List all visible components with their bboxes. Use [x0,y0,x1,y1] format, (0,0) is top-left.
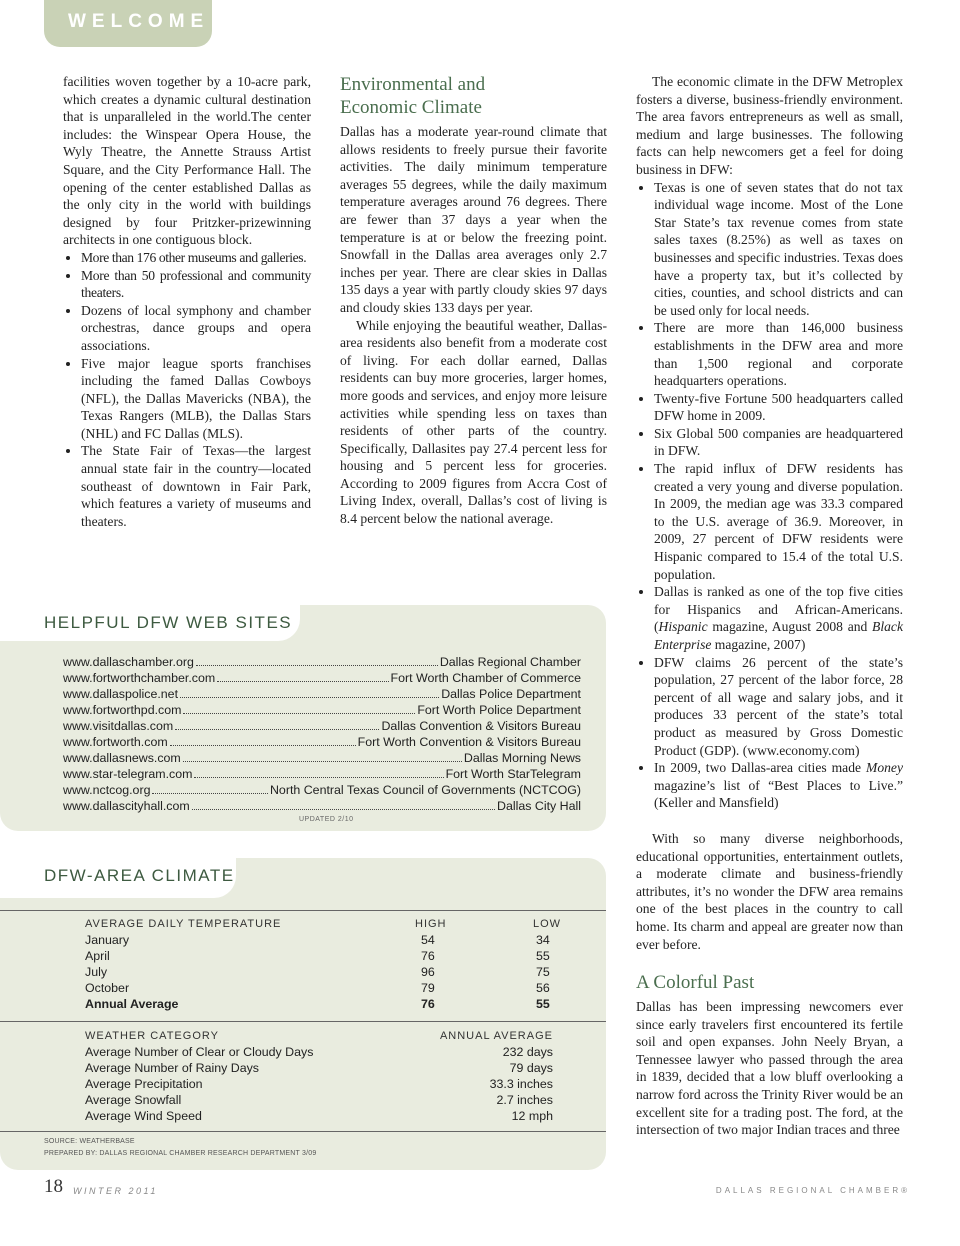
table-row: Average Wind Speed 12 mph [85,1109,553,1123]
col3-paragraph-2: With so many diverse neighborhoods, educational opportunities, entertainment outlets, a moderate climate and business-friendly attributes, it’s no wonder the DFW area remains one of the best places in the country to call home. Its charm and appeal are greater now than ever before. [636,830,903,952]
list-item[interactable]: www.visitdallas.com Dallas Convention & Visitors Bureau [63,719,581,733]
col3-paragraph-3: Dallas has been impressing newcomers ever since early travelers first encountered its fertile soil and open expanses. John Neely Bryan, a Tennessee lawyer who passed through the area in 1839, decided that a low bluff overlooking a narrow ford across the Trinity River would be an excellent site for a trading post. The ford, at the intersection of two major Indian traces and three [636,999,903,1138]
column-1 [63,73,311,530]
col2-paragraph-2: While enjoying the beautiful weather, Dallas-area residents also benefit from a moderate cost of living. For each dollar earned, Dallas residents can buy more groceries, larger homes, more goods and services, and enjoy more leisure activities while spending less on taxes than residents of other parts of the country. Specifically, Dallasites pay 27.4 percent less for housing and 5 percent less for groceries. According to 2009 figures from Accra Cost of Living Index, overall, Dallas’s cost of living is 8.4 percent below the national average. [340,317,607,527]
section-heading: Environmental and Economic Climate [340,74,486,118]
list-item: • Dozens of local symphony and chamber orchestras, dance groups and opera associations. [81,302,311,355]
list-item[interactable]: www.fortworthpd.com Fort Worth Police Department [63,703,581,717]
list-item[interactable]: www.dallaspolice.net Dallas Police Department [63,687,581,701]
temperature-table [85,916,565,1012]
table-row: October 79 56 [85,981,550,995]
climate-title: DFW-AREA CLIMATE [44,866,235,885]
section-tab-label: WELCOME [68,11,210,32]
list-item: • Five major league sports franchises including the famed Dallas Cowboys (NFL), the Dallas Mavericks (NBA), the Texas Rangers (MLB), the Dallas Stars (NHL) and FC Dallas (MLS). [81,355,311,443]
table-row: Average Number of Clear or Cloudy Days 232 days [85,1045,553,1059]
table-row: January 54 34 [85,933,550,947]
web-sites-title: HELPFUL DFW WEB SITES [44,613,293,632]
list-item[interactable]: www.dallaschamber.org Dallas Regional Chamber [63,655,581,669]
list-item[interactable]: www.dallascityhall.com Dallas City Hall [63,799,581,813]
table-row: April 76 55 [85,949,550,963]
publication-name: DALLAS REGIONAL CHAMBER® [715,1186,910,1195]
list-item: • More than 176 other museums and galleries. [81,249,311,267]
list-item[interactable]: www.dallasnews.com Dallas Morning News [63,751,581,765]
prepared-note: PREPARED BY: DALLAS REGIONAL CHAMBER RESEARCH DEPARTMENT 3/09 [44,1150,317,1157]
column-2 [340,73,607,528]
list-item: • Dallas is ranked as one of the top five cities for Hispanics and African-Americans. (Hispanic magazine, August 2008 and Black Enterprise magazine, 2007) [654,583,903,653]
list-item: • Texas is one of seven states that do not tax individual wage income. Most of the Lone Star State’s tax revenue comes from state sales taxes (8.25%) as well as taxes on businesses and specific industries. Texas does have a property tax, but it’s collected by cities, counties, and school districts and can be used only for local needs. [654,179,903,320]
list-item: • In 2009, two Dallas-area cities made Money magazine’s list of “Best Places to Live.” (Keller and Mansfield) [654,759,903,812]
table-row: Average Snowfall 2.7 inches [85,1093,553,1107]
col1-bullets [63,249,311,531]
issue-label: WINTER 2011 [73,1186,158,1196]
table-header: WEATHER CATEGORY ANNUAL AVERAGE [85,1030,553,1042]
table-row-annual: Annual Average 76 55 [85,997,550,1011]
source-note: SOURCE: WEATHERBASE [44,1138,135,1145]
section-tab [44,0,212,47]
col2-paragraph-1: Dallas has a moderate year-round climate that allows residents to freely pursue their favorite activities. The daily minimum temperature averages 55 degrees, while the daily maximum temperature averages around 76 degrees. There are fewer than 37 days a year when the temperature is at or below the freezing point. Snowfall in the Dallas area averages only 2.7 inches per year. There are clear skies in Dallas 135 days a year with partly cloudy skies 97 days and cloudy skies 133 days per year. [340,124,607,315]
divider [0,1131,606,1132]
page-number: 18 [44,1176,63,1197]
table-header: AVERAGE DAILY TEMPERATURE HIGH LOW [85,918,562,930]
section-heading: A Colorful Past [636,972,755,994]
web-sites-list [63,654,581,814]
table-row: Average Precipitation 33.3 inches [85,1077,553,1091]
weather-table [85,1028,553,1124]
list-item[interactable]: www.fortworth.com Fort Worth Convention & Visitors Bureau [63,735,581,749]
list-item: • The State Fair of Texas—the largest annual state fair in the country—located southeast of downtown in Fair Park, which features a variety of museums and theaters. [81,442,311,530]
list-item: • Six Global 500 companies are headquartered in DFW. [654,425,903,460]
col1-intro: facilities woven together by a 10-acre park, which creates a dynamic cultural destination that is unparalleled in the world.The center includes: the Winspear Opera House, the Wyly Theatre, the Annette Strauss Artist Square, and the City Performance Hall. The opening of the center established Dallas as the only city in the world with buildings designed by four Pritzker-prizewinning architects in one contiguous block. [63,74,311,248]
divider [0,1021,606,1022]
updated-note: UPDATED 2/10 [299,816,354,823]
col3-bullets [636,179,903,812]
list-item[interactable]: www.star-telegram.com Fort Worth StarTelegram [63,767,581,781]
list-item: • The rapid influx of DFW residents has created a very young and diverse population. In 2009, the median age was 33.3 compared to the U.S. average of 36.9. Moreover, in 2009, 27 percent of DFW residents were Hispanic compared to 15.4 of the total U.S. population. [654,460,903,583]
table-row: July 96 75 [85,965,550,979]
table-row: Average Number of Rainy Days 79 days [85,1061,553,1075]
col3-paragraph-1: The economic climate in the DFW Metroplex fosters a diverse, business-friendly environment. The area favors entrepreneurs as well as small, medium and large businesses. The following facts can help newcomers get a feel for doing business in DFW: [636,74,903,177]
list-item[interactable]: www.nctcog.org North Central Texas Council of Governments (NCTCOG) [63,783,581,797]
list-item: • There are more than 146,000 business establishments in the DFW area and more than 1,500 regional and corporate headquarters operations. [654,319,903,389]
list-item[interactable]: www.fortworthchamber.com Fort Worth Chamber of Commerce [63,671,581,685]
list-item: • More than 50 professional and community theaters. [81,267,311,302]
column-3 [636,73,903,1139]
divider [0,910,606,911]
list-item: • Twenty-five Fortune 500 headquarters called DFW home in 2009. [654,390,903,425]
list-item: • DFW claims 26 percent of the state’s population, 27 percent of the labor force, 28 percent of all wage and salary jobs, and it produces 33 percent of the state’s total product as measured by Gross Domestic Product (GDP). (www.economy.com) [654,654,903,760]
